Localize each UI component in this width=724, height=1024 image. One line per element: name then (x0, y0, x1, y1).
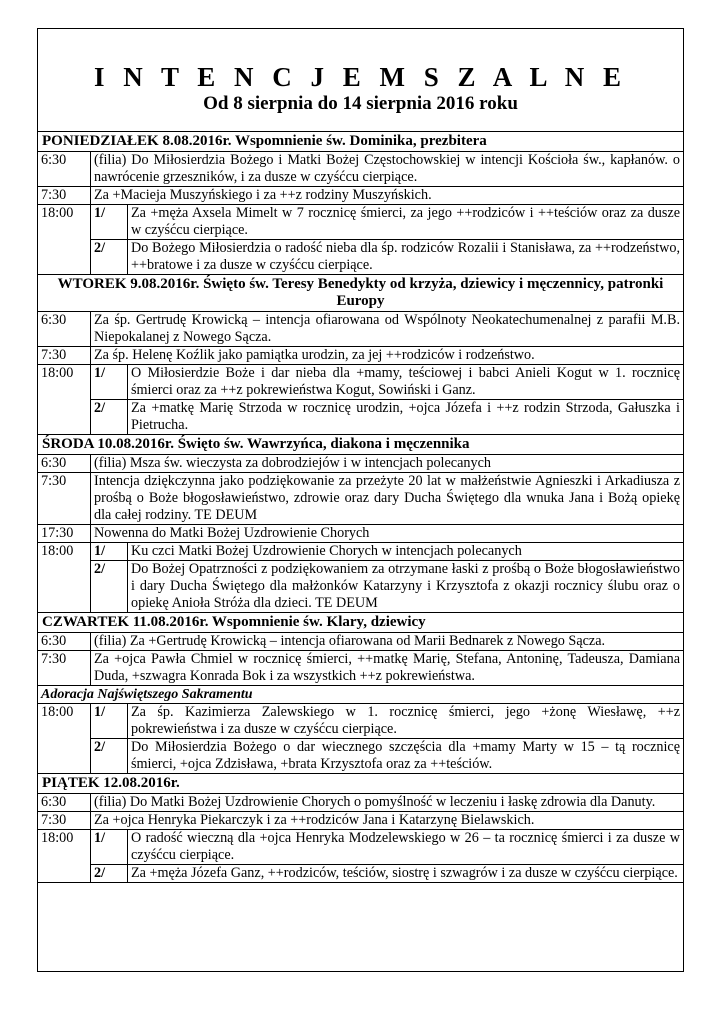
intention-number: 2/ (91, 561, 128, 613)
intention-row (38, 704, 684, 739)
intention-row (38, 525, 684, 543)
mass-time: 6:30 (38, 312, 91, 347)
intention-row (38, 187, 684, 205)
day-header-text: PONIEDZIAŁEK 8.08.2016r. Wspomnienie św. Dominika, prezbitera (38, 132, 684, 152)
intention-row (38, 812, 684, 830)
intention-row (38, 473, 684, 525)
day-header-tuesday (38, 275, 684, 312)
intention-text: Do Miłosierdzia Bożego o dar wiecznego szczęścia dla +mamy Marty w 15 – tą rocznicę śmierci, +ojca Zdzisława, +brata Krzysztofa oraz za ++teściów. (128, 739, 684, 774)
adoration-label: Adoracja Najświętszego Sakramentu (38, 686, 684, 704)
intention-text: Intencja dziękczynna jako podziękowanie za przeżyte 20 lat w małżeństwie Agnieszki i Arkadiusza z prośbą o Boże błogosławieństwo, zdrowie oraz dary Ducha Świętego dla wnuka Jana i Bożą opiekę dla całej rodziny. TE DEUM (91, 473, 684, 525)
intention-row (38, 347, 684, 365)
intention-number: 2/ (91, 400, 128, 435)
day-header-monday (38, 132, 684, 152)
intentions-table (37, 131, 684, 883)
intention-text: Za +męża Józefa Ganz, ++rodziców, teściów, siostrę i szwagrów i za dusze w czyśćcu cierpiące. (128, 865, 684, 883)
intention-number: 2/ (91, 240, 128, 275)
intention-text: Ku czci Matki Bożej Uzdrowienie Chorych w intencjach polecanych (128, 543, 684, 561)
intention-number: 1/ (91, 543, 128, 561)
intention-number: 1/ (91, 830, 128, 865)
intention-text: Za śp. Kazimierza Zalewskiego w 1. rocznicę śmierci, jego +żonę Wiesławę, ++z pokrewieństwa i za dusze w czyśćcu cierpiące. (128, 704, 684, 739)
intention-text: Za +ojca Henryka Piekarczyk i za ++rodziców Jana i Katarzynę Bielawskich. (91, 812, 684, 830)
intention-text: (filia) Do Matki Bożej Uzdrowienie Chorych o pomyślność w leczeniu i łaskę zdrowia dla Danuty. (91, 794, 684, 812)
mass-time: 18:00 (38, 543, 91, 613)
mass-time: 6:30 (38, 633, 91, 651)
day-header-text: WTOREK 9.08.2016r. Święto św. Teresy Benedykty od krzyża, dziewicy i męczennicy, patronki Europy (38, 275, 684, 312)
intention-text: O Miłosierdzie Boże i dar nieba dla +mamy, teściowej i babci Anieli Kogut w 1. rocznicę śmierci oraz za ++z pokrewieństwa Kogut, Sowiński i Ganz. (128, 365, 684, 400)
page-title: I N T E N C J E M S Z A L N E (93, 62, 628, 92)
day-header-friday (38, 774, 684, 794)
intention-text: (filia) Msza św. wieczysta za dobrodziejów i w intencjach polecanych (91, 455, 684, 473)
page-subtitle: Od 8 sierpnia do 14 sierpnia 2016 roku (203, 93, 518, 114)
intention-number: 2/ (91, 739, 128, 774)
mass-time: 7:30 (38, 187, 91, 205)
adoration-row (38, 686, 684, 704)
intention-row (38, 400, 684, 435)
intentions-page (37, 28, 684, 972)
intention-text: Za śp. Helenę Koźlik jako pamiątka urodzin, za jej ++rodziców i rodzeństwo. (91, 347, 684, 365)
intention-text: O radość wieczną dla +ojca Henryka Modzelewskiego w 26 – ta rocznicę śmierci i za dusze w czyśćcu cierpiące. (128, 830, 684, 865)
intention-text: Za +matkę Marię Strzoda w rocznicę urodzin, +ojca Józefa i ++z rodzin Strzoda, Gałuszka i Pietrucha. (128, 400, 684, 435)
intention-text: Do Bożej Opatrzności z podziękowaniem za otrzymane łaski z prośbą o Boże błogosławieństwo i dary Ducha Świętego dla małżonków Katarzyny i Krzysztofa z okazji rocznicy ślubu oraz o opiekę Anioła Stróża dla dzieci. TE DEUM (128, 561, 684, 613)
intention-text: (filia) Za +Gertrudę Krowicką – intencja ofiarowana od Marii Bednarek z Nowego Sącza. (91, 633, 684, 651)
intention-row (38, 455, 684, 473)
day-header-wednesday (38, 435, 684, 455)
day-header-text: ŚRODA 10.08.2016r. Święto św. Wawrzyńca, diakona i męczennika (38, 435, 684, 455)
intention-number: 1/ (91, 205, 128, 240)
intention-row (38, 739, 684, 774)
intention-row (38, 240, 684, 275)
intention-text: (filia) Do Miłosierdzia Bożego i Matki Bożej Częstochowskiej w intencji Kościoła św., kapłanów. o nawrócenie grzeszników, i za dusze w czyśćcu cierpiące. (91, 152, 684, 187)
mass-time: 18:00 (38, 830, 91, 883)
intention-row (38, 543, 684, 561)
mass-time: 18:00 (38, 205, 91, 275)
intention-number: 1/ (91, 704, 128, 739)
mass-time: 6:30 (38, 455, 91, 473)
mass-time: 7:30 (38, 651, 91, 686)
mass-time: 7:30 (38, 347, 91, 365)
intention-row (38, 365, 684, 400)
mass-time: 18:00 (38, 704, 91, 774)
intention-row (38, 865, 684, 883)
intention-row (38, 205, 684, 240)
intention-text: Za +męża Axsela Mimelt w 7 rocznicę śmierci, za jego ++rodziców i ++teściów oraz za dusze w czyśćcu cierpiące. (128, 205, 684, 240)
mass-time: 17:30 (38, 525, 91, 543)
day-header-thursday (38, 613, 684, 633)
intention-text: Za +ojca Pawła Chmiel w rocznicę śmierci, ++matkę Marię, Stefana, Antoninę, Tadeusza, Damiana Duda, +szwagra Konrada Bok i za wszystkich ++z pokrewieństwa. (91, 651, 684, 686)
mass-time: 18:00 (38, 365, 91, 435)
intention-row (38, 561, 684, 613)
intention-text: Za +Macieja Muszyńskiego i za ++z rodziny Muszyńskich. (91, 187, 684, 205)
intention-text: Za śp. Gertrudę Krowicką – intencja ofiarowana od Wspólnoty Neokatechumenalnej z parafii M.B. Niepokalanej z Nowego Sącza. (91, 312, 684, 347)
day-header-text: CZWARTEK 11.08.2016r. Wspomnienie św. Klary, dziewicy (38, 613, 684, 633)
intention-row (38, 152, 684, 187)
mass-time: 6:30 (38, 794, 91, 812)
mass-time: 6:30 (38, 152, 91, 187)
intention-row (38, 312, 684, 347)
mass-time: 7:30 (38, 812, 91, 830)
intention-text: Do Bożego Miłosierdzia o radość nieba dla śp. rodziców Rozalii i Stanisława, za ++rodzeństwo, ++bratowe i za dusze w czyśćcu cierpiące. (128, 240, 684, 275)
intention-number: 1/ (91, 365, 128, 400)
mass-time: 7:30 (38, 473, 91, 525)
intention-row (38, 633, 684, 651)
day-header-text: PIĄTEK 12.08.2016r. (38, 774, 684, 794)
intention-row (38, 830, 684, 865)
intention-text: Nowenna do Matki Bożej Uzdrowienie Chorych (91, 525, 684, 543)
intention-row (38, 651, 684, 686)
intention-number: 2/ (91, 865, 128, 883)
intention-row (38, 794, 684, 812)
